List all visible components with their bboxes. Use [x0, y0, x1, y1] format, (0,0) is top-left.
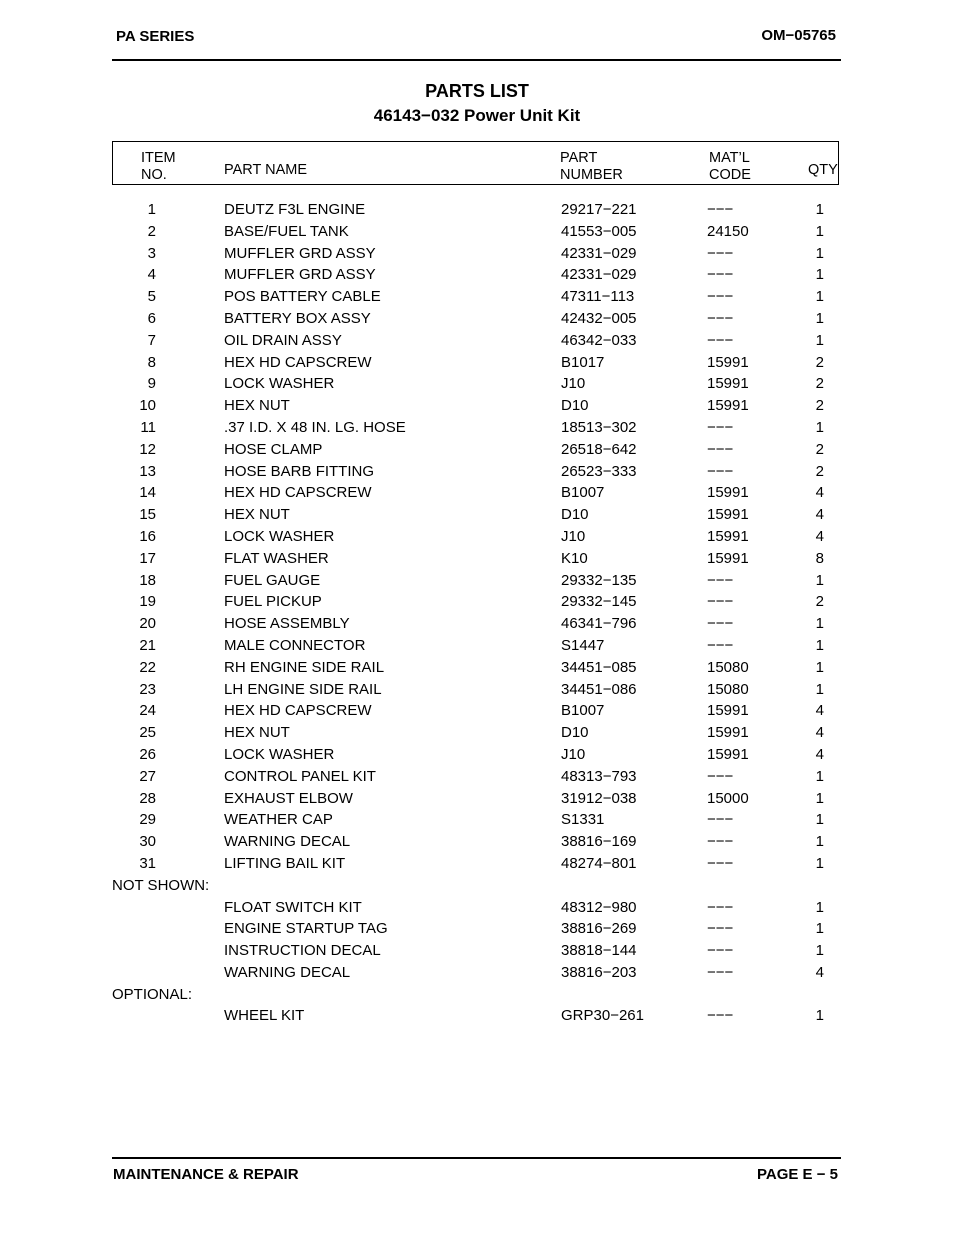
- material-code: 15080: [707, 680, 749, 698]
- quantity: 1: [815, 266, 824, 284]
- part-number: 38816−269: [561, 920, 637, 938]
- part-number: D10: [561, 506, 589, 524]
- part-number: D10: [561, 397, 589, 415]
- part-number: 38816−203: [561, 963, 637, 981]
- quantity: 4: [815, 702, 824, 720]
- quantity: 1: [815, 222, 824, 240]
- part-name: .37 I.D. X 48 IN. LG. HOSE: [224, 418, 406, 436]
- table-row: [0, 593, 954, 615]
- material-code: 15991: [707, 375, 749, 393]
- table-row: [0, 397, 954, 419]
- material-code: −−−: [707, 288, 734, 306]
- table-row: [0, 855, 954, 877]
- item-number: 2: [147, 222, 156, 240]
- material-code: −−−: [707, 309, 734, 327]
- item-number: 31: [139, 854, 156, 872]
- part-number: 47311−113: [561, 288, 635, 306]
- item-number: 22: [139, 658, 156, 676]
- part-name: HOSE ASSEMBLY: [224, 615, 350, 633]
- table-row: [0, 899, 954, 921]
- header-series: PA SERIES: [116, 28, 195, 45]
- item-number: 24: [139, 702, 156, 720]
- part-name: FLAT WASHER: [224, 549, 329, 567]
- table-row: [0, 811, 954, 833]
- quantity: 8: [815, 549, 824, 567]
- material-code: 15991: [707, 549, 749, 567]
- part-number: D10: [561, 724, 589, 742]
- column-header-name: PART NAME: [224, 162, 307, 178]
- part-number: 29217−221: [561, 201, 637, 218]
- part-name: MUFFLER GRD ASSY: [224, 266, 376, 284]
- part-number: S1447: [561, 636, 605, 654]
- table-row: [0, 659, 954, 681]
- table-row: [0, 223, 954, 245]
- quantity: 1: [815, 244, 824, 262]
- footer-rule: [112, 1157, 841, 1159]
- header-doc-number: OM−05765: [761, 27, 836, 44]
- part-number: 48313−793: [561, 767, 637, 785]
- item-number: 6: [147, 309, 156, 327]
- quantity: 1: [815, 201, 824, 218]
- part-name: HOSE CLAMP: [224, 440, 323, 458]
- quantity: 4: [815, 963, 824, 981]
- table-row: [0, 964, 954, 986]
- part-number: 31912−038: [561, 789, 637, 807]
- item-number: 28: [139, 789, 156, 807]
- material-code: −−−: [707, 942, 734, 960]
- material-code: −−−: [707, 1007, 734, 1025]
- item-number: 16: [139, 527, 156, 545]
- part-number: 26523−333: [561, 462, 637, 480]
- quantity: 1: [815, 615, 824, 633]
- table-row: [0, 572, 954, 594]
- part-number: 38818−144: [561, 942, 637, 960]
- header-rule: [112, 59, 841, 61]
- column-header-number-line2: NUMBER: [560, 167, 623, 183]
- table-row: [0, 506, 954, 528]
- section-not-shown-label: NOT SHOWN:: [112, 876, 210, 894]
- part-name: POS BATTERY CABLE: [224, 288, 381, 306]
- quantity: 4: [815, 745, 824, 763]
- part-number: B1017: [561, 353, 605, 371]
- column-header-mat-line2: CODE: [709, 167, 751, 183]
- material-code: 15991: [707, 724, 749, 742]
- part-name: DEUTZ F3L ENGINE: [224, 201, 366, 218]
- quantity: 1: [815, 331, 824, 349]
- part-number: J10: [561, 375, 586, 393]
- part-number: 26518−642: [561, 440, 637, 458]
- material-code: −−−: [707, 854, 734, 872]
- table-row: [0, 724, 954, 746]
- material-code: −−−: [707, 462, 734, 480]
- material-code: −−−: [707, 767, 734, 785]
- part-name: LOCK WASHER: [224, 745, 335, 763]
- quantity: 1: [815, 1007, 824, 1025]
- part-name: RH ENGINE SIDE RAIL: [224, 658, 385, 676]
- table-row: [0, 332, 954, 354]
- table-row: [0, 790, 954, 812]
- material-code: 15000: [707, 789, 749, 807]
- item-number: 5: [147, 288, 156, 306]
- parts-table: [0, 201, 954, 1029]
- quantity: 1: [815, 942, 824, 960]
- part-name: HEX HD CAPSCREW: [224, 484, 372, 502]
- part-name: FLOAT SWITCH KIT: [224, 898, 362, 916]
- table-row: [0, 1007, 954, 1029]
- part-name: BATTERY BOX ASSY: [224, 309, 371, 327]
- quantity: 2: [815, 462, 824, 480]
- material-code: −−−: [707, 440, 734, 458]
- table-row: [0, 768, 954, 790]
- part-name: HOSE BARB FITTING: [224, 462, 375, 480]
- column-header-number-line1: PART: [560, 150, 598, 166]
- quantity: 1: [815, 288, 824, 306]
- material-code: −−−: [707, 636, 734, 654]
- part-name: MUFFLER GRD ASSY: [224, 244, 376, 262]
- quantity: 1: [815, 854, 824, 872]
- item-number: 14: [139, 484, 156, 502]
- material-code: 15080: [707, 658, 749, 676]
- part-number: 18513−302: [561, 418, 637, 436]
- quantity: 1: [815, 898, 824, 916]
- item-number: 12: [139, 440, 156, 458]
- part-name: HEX NUT: [224, 397, 290, 415]
- page-title: PARTS LIST: [425, 81, 529, 101]
- part-name: WEATHER CAP: [224, 811, 333, 829]
- material-code: 15991: [707, 353, 749, 371]
- footer-page-number: PAGE E − 5: [756, 1166, 838, 1183]
- quantity: 2: [815, 353, 824, 371]
- part-number: K10: [561, 549, 588, 567]
- table-row: [0, 441, 954, 463]
- table-row: [0, 833, 954, 855]
- quantity: 1: [815, 680, 824, 698]
- material-code: 15991: [707, 484, 749, 502]
- item-number: 8: [147, 353, 156, 371]
- material-code: −−−: [707, 593, 734, 611]
- material-code: −−−: [707, 331, 734, 349]
- column-header-item: [141, 150, 176, 184]
- table-row: [0, 920, 954, 942]
- item-number: 11: [140, 418, 156, 436]
- part-name: EXHAUST ELBOW: [224, 789, 353, 807]
- part-name: ENGINE STARTUP TAG: [224, 920, 388, 938]
- footer-section: MAINTENANCE & REPAIR: [113, 1166, 299, 1183]
- table-row: [0, 245, 954, 267]
- table-row: [0, 310, 954, 332]
- table-row: [0, 615, 954, 637]
- section-not-shown: [0, 877, 954, 899]
- column-header-qty: QTY: [808, 162, 838, 178]
- part-name: HEX NUT: [224, 724, 290, 742]
- material-code: −−−: [707, 571, 734, 589]
- part-number: 38816−169: [561, 833, 637, 851]
- item-number: 20: [139, 615, 156, 633]
- table-row: [0, 201, 954, 223]
- section-optional: [0, 986, 954, 1008]
- part-name: MALE CONNECTOR: [224, 636, 366, 654]
- part-name: LOCK WASHER: [224, 375, 335, 393]
- material-code: −−−: [707, 963, 734, 981]
- table-row: [0, 746, 954, 768]
- quantity: 1: [815, 789, 824, 807]
- item-number: 9: [147, 375, 156, 393]
- quantity: 1: [815, 309, 824, 327]
- table-row: [0, 681, 954, 703]
- item-number: 10: [139, 397, 156, 415]
- item-number: 13: [139, 462, 156, 480]
- part-name: WARNING DECAL: [224, 833, 351, 851]
- part-name: FUEL GAUGE: [224, 571, 321, 589]
- column-header-mat-line1: MAT’L: [709, 150, 750, 166]
- quantity: 1: [815, 636, 824, 654]
- material-code: −−−: [707, 615, 734, 633]
- part-number: GRP30−261: [561, 1007, 644, 1025]
- part-name: INSTRUCTION DECAL: [224, 942, 381, 960]
- quantity: 1: [815, 418, 824, 436]
- quantity: 4: [815, 506, 824, 524]
- table-row: [0, 375, 954, 397]
- part-name: HEX NUT: [224, 506, 290, 524]
- table-row: [0, 484, 954, 506]
- quantity: 1: [815, 767, 824, 785]
- quantity: 1: [815, 571, 824, 589]
- item-number: 17: [139, 549, 156, 567]
- part-number: J10: [561, 527, 586, 545]
- material-code: −−−: [707, 244, 734, 262]
- part-number: 46342−033: [561, 331, 637, 349]
- quantity: 2: [815, 440, 824, 458]
- material-code: 15991: [707, 527, 749, 545]
- quantity: 2: [815, 397, 824, 415]
- quantity: 1: [815, 658, 824, 676]
- part-number: 34451−085: [561, 658, 637, 676]
- part-name: HEX HD CAPSCREW: [224, 353, 372, 371]
- item-number: 1: [147, 201, 156, 218]
- material-code: −−−: [707, 418, 734, 436]
- table-row: [0, 942, 954, 964]
- part-number: 48312−980: [561, 898, 637, 916]
- material-code: −−−: [707, 833, 734, 851]
- part-name: LOCK WASHER: [224, 527, 335, 545]
- quantity: 1: [815, 811, 824, 829]
- part-name: FUEL PICKUP: [224, 593, 322, 611]
- table-row: [0, 463, 954, 485]
- section-optional-label: OPTIONAL:: [112, 985, 193, 1003]
- part-number: 42432−005: [561, 309, 637, 327]
- quantity: 4: [815, 484, 824, 502]
- table-row: [0, 419, 954, 441]
- quantity: 4: [815, 527, 824, 545]
- quantity: 2: [815, 593, 824, 611]
- item-number: 25: [139, 724, 156, 742]
- part-number: 48274−801: [561, 854, 637, 872]
- part-name: LIFTING BAIL KIT: [224, 854, 346, 872]
- material-code: 15991: [707, 745, 749, 763]
- column-header-item-line1: ITEM: [141, 150, 176, 166]
- part-name: CONTROL PANEL KIT: [224, 767, 376, 785]
- part-number: 29332−145: [561, 593, 637, 611]
- table-row: [0, 637, 954, 659]
- table-row: [0, 354, 954, 376]
- material-code: 15991: [707, 506, 749, 524]
- part-name: WARNING DECAL: [224, 963, 351, 981]
- item-number: 18: [139, 571, 156, 589]
- item-number: 3: [147, 244, 156, 262]
- material-code: −−−: [707, 201, 734, 218]
- column-header-mat: [709, 150, 751, 184]
- item-number: 7: [147, 331, 156, 349]
- part-name: OIL DRAIN ASSY: [224, 331, 342, 349]
- item-number: 26: [139, 745, 156, 763]
- item-number: 30: [139, 833, 156, 851]
- part-number: B1007: [561, 484, 605, 502]
- item-number: 27: [139, 767, 156, 785]
- material-code: −−−: [707, 266, 734, 284]
- part-number: 46341−796: [561, 615, 637, 633]
- table-row: [0, 550, 954, 572]
- table-row: [0, 702, 954, 724]
- part-name: HEX HD CAPSCREW: [224, 702, 372, 720]
- part-number: S1331: [561, 811, 605, 829]
- part-name: WHEEL KIT: [224, 1007, 305, 1025]
- table-row: [0, 288, 954, 310]
- quantity: 1: [815, 920, 824, 938]
- material-code: 15991: [707, 397, 749, 415]
- item-number: 29: [139, 811, 156, 829]
- column-header-item-line2: NO.: [141, 167, 167, 183]
- quantity: 4: [815, 724, 824, 742]
- quantity: 1: [815, 833, 824, 851]
- part-number: J10: [561, 745, 586, 763]
- part-number: 34451−086: [561, 680, 637, 698]
- item-number: 19: [139, 593, 156, 611]
- item-number: 4: [147, 266, 156, 284]
- item-number: 15: [139, 506, 156, 524]
- part-name: BASE/FUEL TANK: [224, 222, 349, 240]
- item-number: 21: [139, 636, 156, 654]
- column-header-number: [560, 150, 623, 184]
- material-code: 24150: [707, 222, 749, 240]
- part-number: 42331−029: [561, 266, 637, 284]
- item-number: 23: [139, 680, 156, 698]
- material-code: −−−: [707, 898, 734, 916]
- part-number: 29332−135: [561, 571, 637, 589]
- part-number: 41553−005: [561, 222, 637, 240]
- material-code: −−−: [707, 920, 734, 938]
- material-code: −−−: [707, 811, 734, 829]
- table-row: [0, 528, 954, 550]
- quantity: 2: [815, 375, 824, 393]
- page-subtitle: 46143−032 Power Unit Kit: [373, 106, 581, 125]
- table-row: [0, 266, 954, 288]
- part-number: B1007: [561, 702, 605, 720]
- part-name: LH ENGINE SIDE RAIL: [224, 680, 382, 698]
- part-number: 42331−029: [561, 244, 637, 262]
- material-code: 15991: [707, 702, 749, 720]
